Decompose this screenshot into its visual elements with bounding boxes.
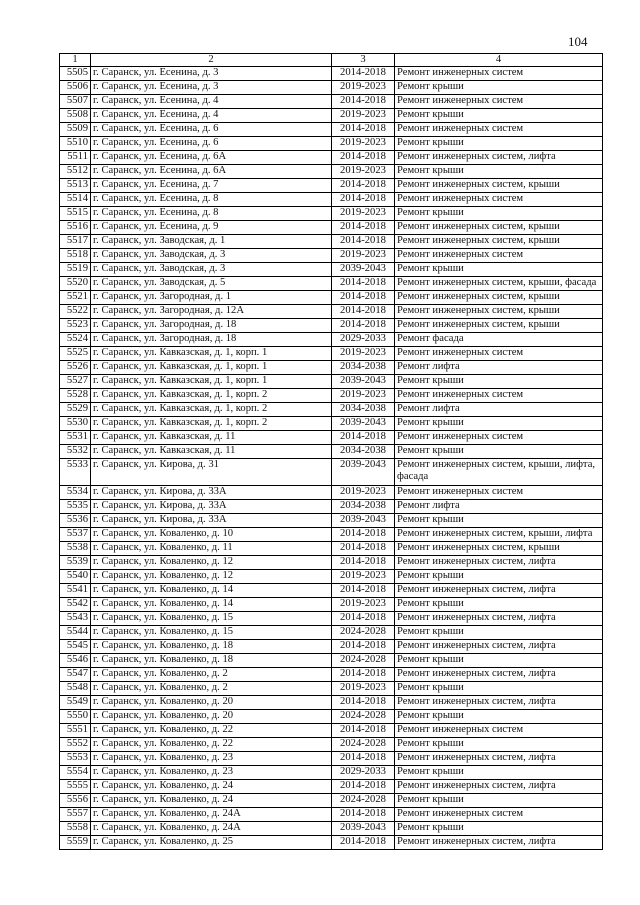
row-number: 5532	[60, 445, 91, 459]
row-number: 5537	[60, 528, 91, 542]
period-cell: 2014-2018	[332, 319, 395, 333]
column-header: 4	[395, 54, 603, 67]
address-cell: г. Саранск, ул. Коваленко, д. 22	[91, 724, 332, 738]
table-row	[60, 151, 603, 165]
row-number: 5524	[60, 333, 91, 347]
row-number: 5521	[60, 291, 91, 305]
row-number: 5513	[60, 179, 91, 193]
table-row	[60, 724, 603, 738]
period-cell: 2019-2023	[332, 570, 395, 584]
row-number: 5523	[60, 319, 91, 333]
period-cell: 2039-2043	[332, 375, 395, 389]
address-cell: г. Саранск, ул. Есенина, д. 6	[91, 123, 332, 137]
work-type-cell: Ремонт инженерных систем, крыши	[395, 179, 603, 193]
address-cell: г. Саранск, ул. Загородная, д. 1	[91, 291, 332, 305]
table-row	[60, 207, 603, 221]
period-cell: 2019-2023	[332, 137, 395, 151]
table-row	[60, 333, 603, 347]
work-type-cell: Ремонт инженерных систем	[395, 123, 603, 137]
period-cell: 2014-2018	[332, 151, 395, 165]
address-cell: г. Саранск, ул. Есенина, д. 9	[91, 221, 332, 235]
period-cell: 2014-2018	[332, 235, 395, 249]
work-type-cell: Ремонт инженерных систем	[395, 486, 603, 500]
address-cell: г. Саранск, ул. Коваленко, д. 20	[91, 710, 332, 724]
work-type-cell: Ремонт инженерных систем, крыши	[395, 221, 603, 235]
table-row	[60, 752, 603, 766]
row-number: 5509	[60, 123, 91, 137]
row-number: 5505	[60, 67, 91, 81]
table-row	[60, 347, 603, 361]
row-number: 5515	[60, 207, 91, 221]
table-row	[60, 794, 603, 808]
table-row	[60, 626, 603, 640]
work-type-cell: Ремонт лифта	[395, 500, 603, 514]
row-number: 5522	[60, 305, 91, 319]
table-row	[60, 682, 603, 696]
work-type-cell: Ремонт инженерных систем, крыши	[395, 305, 603, 319]
address-cell: г. Саранск, ул. Коваленко, д. 18	[91, 654, 332, 668]
row-number: 5519	[60, 263, 91, 277]
period-cell: 2024-2028	[332, 654, 395, 668]
period-cell: 2024-2028	[332, 794, 395, 808]
address-cell: г. Саранск, ул. Кирова, д. 33А	[91, 514, 332, 528]
address-cell: г. Саранск, ул. Есенина, д. 3	[91, 81, 332, 95]
column-header: 3	[332, 54, 395, 67]
period-cell: 2014-2018	[332, 836, 395, 850]
work-type-cell: Ремонт крыши	[395, 738, 603, 752]
table-row	[60, 459, 603, 486]
period-cell: 2039-2043	[332, 417, 395, 431]
address-cell: г. Саранск, ул. Кавказская, д. 1, корп. 1	[91, 347, 332, 361]
row-number: 5530	[60, 417, 91, 431]
row-number: 5547	[60, 668, 91, 682]
period-cell: 2014-2018	[332, 67, 395, 81]
address-cell: г. Саранск, ул. Кирова, д. 33А	[91, 500, 332, 514]
work-type-cell: Ремонт инженерных систем	[395, 431, 603, 445]
work-type-cell: Ремонт инженерных систем	[395, 808, 603, 822]
work-type-cell: Ремонт крыши	[395, 165, 603, 179]
table-row	[60, 836, 603, 850]
table-row	[60, 542, 603, 556]
period-cell: 2034-2038	[332, 403, 395, 417]
address-cell: г. Саранск, ул. Коваленко, д. 11	[91, 542, 332, 556]
address-cell: г. Саранск, ул. Есенина, д. 8	[91, 193, 332, 207]
period-cell: 2014-2018	[332, 542, 395, 556]
row-number: 5544	[60, 626, 91, 640]
address-cell: г. Саранск, ул. Коваленко, д. 10	[91, 528, 332, 542]
period-cell: 2019-2023	[332, 165, 395, 179]
work-type-cell: Ремонт крыши	[395, 207, 603, 221]
row-number: 5558	[60, 822, 91, 836]
address-cell: г. Саранск, ул. Коваленко, д. 23	[91, 766, 332, 780]
work-type-cell: Ремонт лифта	[395, 403, 603, 417]
work-type-cell: Ремонт инженерных систем, лифта	[395, 640, 603, 654]
address-cell: г. Саранск, ул. Кавказская, д. 11	[91, 445, 332, 459]
address-cell: г. Саранск, ул. Есенина, д. 4	[91, 109, 332, 123]
table-row	[60, 808, 603, 822]
address-cell: г. Саранск, ул. Кирова, д. 31	[91, 459, 332, 486]
row-number: 5538	[60, 542, 91, 556]
address-cell: г. Саранск, ул. Коваленко, д. 18	[91, 640, 332, 654]
table-row	[60, 640, 603, 654]
repair-schedule-table	[59, 53, 603, 850]
period-cell: 2014-2018	[332, 696, 395, 710]
row-number: 5534	[60, 486, 91, 500]
work-type-cell: Ремонт инженерных систем	[395, 249, 603, 263]
address-cell: г. Саранск, ул. Коваленко, д. 15	[91, 626, 332, 640]
address-cell: г. Саранск, ул. Есенина, д. 6А	[91, 165, 332, 179]
period-cell: 2014-2018	[332, 668, 395, 682]
address-cell: г. Саранск, ул. Коваленко, д. 23	[91, 752, 332, 766]
period-cell: 2039-2043	[332, 459, 395, 486]
row-number: 5548	[60, 682, 91, 696]
work-type-cell: Ремонт крыши	[395, 263, 603, 277]
row-number: 5506	[60, 81, 91, 95]
period-cell: 2014-2018	[332, 193, 395, 207]
table-row	[60, 81, 603, 95]
period-cell: 2014-2018	[332, 808, 395, 822]
table-row	[60, 445, 603, 459]
address-cell: г. Саранск, ул. Коваленко, д. 24А	[91, 822, 332, 836]
table-body	[60, 67, 603, 850]
work-type-cell: Ремонт инженерных систем, крыши	[395, 235, 603, 249]
row-number: 5518	[60, 249, 91, 263]
table-row	[60, 221, 603, 235]
period-cell: 2014-2018	[332, 221, 395, 235]
column-header: 1	[60, 54, 91, 67]
work-type-cell: Ремонт крыши	[395, 766, 603, 780]
table-row	[60, 556, 603, 570]
work-type-cell: Ремонт лифта	[395, 361, 603, 375]
table-row	[60, 654, 603, 668]
work-type-cell: Ремонт инженерных систем, крыши	[395, 319, 603, 333]
table-row	[60, 570, 603, 584]
row-number: 5533	[60, 459, 91, 486]
row-number: 5549	[60, 696, 91, 710]
address-cell: г. Саранск, ул. Коваленко, д. 2	[91, 668, 332, 682]
row-number: 5517	[60, 235, 91, 249]
table-row	[60, 305, 603, 319]
address-cell: г. Саранск, ул. Кавказская, д. 1, корп. 2	[91, 389, 332, 403]
address-cell: г. Саранск, ул. Заводская, д. 3	[91, 249, 332, 263]
row-number: 5545	[60, 640, 91, 654]
address-cell: г. Саранск, ул. Загородная, д. 18	[91, 319, 332, 333]
row-number: 5531	[60, 431, 91, 445]
table-row	[60, 235, 603, 249]
table-row	[60, 95, 603, 109]
address-cell: г. Саранск, ул. Коваленко, д. 14	[91, 584, 332, 598]
work-type-cell: Ремонт инженерных систем, лифта	[395, 696, 603, 710]
address-cell: г. Саранск, ул. Заводская, д. 5	[91, 277, 332, 291]
work-type-cell: Ремонт крыши	[395, 417, 603, 431]
period-cell: 2014-2018	[332, 291, 395, 305]
address-cell: г. Саранск, ул. Заводская, д. 1	[91, 235, 332, 249]
period-cell: 2039-2043	[332, 514, 395, 528]
row-number: 5554	[60, 766, 91, 780]
work-type-cell: Ремонт крыши	[395, 81, 603, 95]
work-type-cell: Ремонт крыши	[395, 794, 603, 808]
address-cell: г. Саранск, ул. Коваленко, д. 20	[91, 696, 332, 710]
period-cell: 2034-2038	[332, 445, 395, 459]
work-type-cell: Ремонт инженерных систем	[395, 347, 603, 361]
work-type-cell: Ремонт крыши	[395, 822, 603, 836]
period-cell: 2019-2023	[332, 389, 395, 403]
period-cell: 2039-2043	[332, 263, 395, 277]
row-number: 5553	[60, 752, 91, 766]
table-row	[60, 67, 603, 81]
work-type-cell: Ремонт крыши	[395, 514, 603, 528]
address-cell: г. Саранск, ул. Есенина, д. 8	[91, 207, 332, 221]
period-cell: 2014-2018	[332, 305, 395, 319]
period-cell: 2014-2018	[332, 277, 395, 291]
row-number: 5557	[60, 808, 91, 822]
work-type-cell: Ремонт крыши	[395, 710, 603, 724]
address-cell: г. Саранск, ул. Коваленко, д. 22	[91, 738, 332, 752]
table-row	[60, 500, 603, 514]
period-cell: 2014-2018	[332, 640, 395, 654]
row-number: 5512	[60, 165, 91, 179]
page-number: 104	[568, 34, 588, 49]
table-row	[60, 361, 603, 375]
period-cell: 2014-2018	[332, 123, 395, 137]
row-number: 5511	[60, 151, 91, 165]
row-number: 5543	[60, 612, 91, 626]
work-type-cell: Ремонт крыши	[395, 137, 603, 151]
table-row	[60, 375, 603, 389]
period-cell: 2019-2023	[332, 109, 395, 123]
address-cell: г. Саранск, ул. Есенина, д. 6А	[91, 151, 332, 165]
row-number: 5556	[60, 794, 91, 808]
table-row	[60, 137, 603, 151]
row-number: 5508	[60, 109, 91, 123]
work-type-cell: Ремонт инженерных систем, лифта	[395, 836, 603, 850]
work-type-cell: Ремонт инженерных систем, лифта	[395, 668, 603, 682]
row-number: 5516	[60, 221, 91, 235]
work-type-cell: Ремонт крыши	[395, 445, 603, 459]
table-row	[60, 738, 603, 752]
period-cell: 2034-2038	[332, 361, 395, 375]
work-type-cell: Ремонт инженерных систем, лифта	[395, 556, 603, 570]
address-cell: г. Саранск, ул. Кавказская, д. 1, корп. 1	[91, 375, 332, 389]
period-cell: 2019-2023	[332, 682, 395, 696]
table-row	[60, 263, 603, 277]
table-row	[60, 822, 603, 836]
table-row	[60, 528, 603, 542]
address-cell: г. Саранск, ул. Есенина, д. 4	[91, 95, 332, 109]
row-number: 5559	[60, 836, 91, 850]
period-cell: 2029-2033	[332, 333, 395, 347]
period-cell: 2014-2018	[332, 556, 395, 570]
row-number: 5540	[60, 570, 91, 584]
period-cell: 2024-2028	[332, 738, 395, 752]
work-type-cell: Ремонт крыши	[395, 626, 603, 640]
work-type-cell: Ремонт инженерных систем, лифта	[395, 584, 603, 598]
table-row	[60, 249, 603, 263]
period-cell: 2019-2023	[332, 207, 395, 221]
period-cell: 2014-2018	[332, 612, 395, 626]
table-row	[60, 514, 603, 528]
table-row	[60, 598, 603, 612]
row-number: 5525	[60, 347, 91, 361]
row-number: 5526	[60, 361, 91, 375]
work-type-cell: Ремонт крыши	[395, 654, 603, 668]
row-number: 5546	[60, 654, 91, 668]
period-cell: 2024-2028	[332, 626, 395, 640]
row-number: 5552	[60, 738, 91, 752]
period-cell: 2024-2028	[332, 710, 395, 724]
table-row	[60, 417, 603, 431]
address-cell: г. Саранск, ул. Коваленко, д. 25	[91, 836, 332, 850]
work-type-cell: Ремонт инженерных систем, крыши, фасада	[395, 277, 603, 291]
address-cell: г. Саранск, ул. Есенина, д. 6	[91, 137, 332, 151]
table-row	[60, 193, 603, 207]
period-cell: 2029-2033	[332, 766, 395, 780]
work-type-cell: Ремонт крыши	[395, 570, 603, 584]
table-row	[60, 277, 603, 291]
work-type-cell: Ремонт крыши	[395, 682, 603, 696]
period-cell: 2019-2023	[332, 486, 395, 500]
work-type-cell: Ремонт инженерных систем	[395, 67, 603, 81]
work-type-cell: Ремонт инженерных систем	[395, 95, 603, 109]
period-cell: 2014-2018	[332, 179, 395, 193]
work-type-cell: Ремонт фасада	[395, 333, 603, 347]
address-cell: г. Саранск, ул. Заводская, д. 3	[91, 263, 332, 277]
address-cell: г. Саранск, ул. Загородная, д. 12А	[91, 305, 332, 319]
work-type-cell: Ремонт инженерных систем, лифта	[395, 612, 603, 626]
work-type-cell: Ремонт инженерных систем	[395, 389, 603, 403]
period-cell: 2019-2023	[332, 598, 395, 612]
table-row	[60, 668, 603, 682]
row-number: 5539	[60, 556, 91, 570]
period-cell: 2014-2018	[332, 780, 395, 794]
table-row	[60, 319, 603, 333]
period-cell: 2014-2018	[332, 95, 395, 109]
period-cell: 2014-2018	[332, 431, 395, 445]
address-cell: г. Саранск, ул. Кавказская, д. 1, корп. 2	[91, 417, 332, 431]
row-number: 5541	[60, 584, 91, 598]
row-number: 5520	[60, 277, 91, 291]
table-row	[60, 612, 603, 626]
row-number: 5536	[60, 514, 91, 528]
period-cell: 2014-2018	[332, 584, 395, 598]
row-number: 5551	[60, 724, 91, 738]
address-cell: г. Саранск, ул. Кавказская, д. 11	[91, 431, 332, 445]
period-cell: 2014-2018	[332, 724, 395, 738]
row-number: 5542	[60, 598, 91, 612]
address-cell: г. Саранск, ул. Есенина, д. 3	[91, 67, 332, 81]
work-type-cell: Ремонт инженерных систем	[395, 724, 603, 738]
table-row	[60, 766, 603, 780]
table-row	[60, 710, 603, 724]
row-number: 5550	[60, 710, 91, 724]
row-number: 5507	[60, 95, 91, 109]
work-type-cell: Ремонт инженерных систем, лифта	[395, 752, 603, 766]
period-cell: 2014-2018	[332, 752, 395, 766]
address-cell: г. Саранск, ул. Коваленко, д. 24	[91, 780, 332, 794]
period-cell: 2019-2023	[332, 347, 395, 361]
address-cell: г. Саранск, ул. Коваленко, д. 12	[91, 570, 332, 584]
work-type-cell: Ремонт инженерных систем, лифта	[395, 780, 603, 794]
address-cell: г. Саранск, ул. Коваленко, д. 24	[91, 794, 332, 808]
table-header-row	[60, 54, 603, 67]
address-cell: г. Саранск, ул. Коваленко, д. 14	[91, 598, 332, 612]
row-number: 5535	[60, 500, 91, 514]
table-row	[60, 486, 603, 500]
work-type-cell: Ремонт инженерных систем, крыши	[395, 291, 603, 305]
period-cell: 2019-2023	[332, 249, 395, 263]
work-type-cell: Ремонт инженерных систем, крыши, лифта, фасада	[395, 459, 603, 486]
table-row	[60, 780, 603, 794]
address-cell: г. Саранск, ул. Коваленко, д. 2	[91, 682, 332, 696]
period-cell: 2019-2023	[332, 81, 395, 95]
work-type-cell: Ремонт инженерных систем, лифта	[395, 151, 603, 165]
work-type-cell: Ремонт инженерных систем, крыши, лифта	[395, 528, 603, 542]
table-row	[60, 291, 603, 305]
address-cell: г. Саранск, ул. Кавказская, д. 1, корп. 1	[91, 361, 332, 375]
table-row	[60, 179, 603, 193]
column-header: 2	[91, 54, 332, 67]
table-row	[60, 403, 603, 417]
address-cell: г. Саранск, ул. Кирова, д. 33А	[91, 486, 332, 500]
address-cell: г. Саранск, ул. Кавказская, д. 1, корп. 2	[91, 403, 332, 417]
address-cell: г. Саранск, ул. Есенина, д. 7	[91, 179, 332, 193]
work-type-cell: Ремонт крыши	[395, 598, 603, 612]
table-row	[60, 165, 603, 179]
address-cell: г. Саранск, ул. Коваленко, д. 12	[91, 556, 332, 570]
address-cell: г. Саранск, ул. Коваленко, д. 24А	[91, 808, 332, 822]
period-cell: 2034-2038	[332, 500, 395, 514]
row-number: 5527	[60, 375, 91, 389]
work-type-cell: Ремонт инженерных систем, крыши	[395, 542, 603, 556]
row-number: 5514	[60, 193, 91, 207]
table-row	[60, 584, 603, 598]
row-number: 5555	[60, 780, 91, 794]
row-number: 5510	[60, 137, 91, 151]
table-row	[60, 123, 603, 137]
work-type-cell: Ремонт крыши	[395, 375, 603, 389]
table-row	[60, 109, 603, 123]
address-cell: г. Саранск, ул. Коваленко, д. 15	[91, 612, 332, 626]
work-type-cell: Ремонт крыши	[395, 109, 603, 123]
table-row	[60, 696, 603, 710]
period-cell: 2014-2018	[332, 528, 395, 542]
period-cell: 2039-2043	[332, 822, 395, 836]
work-type-cell: Ремонт инженерных систем	[395, 193, 603, 207]
row-number: 5529	[60, 403, 91, 417]
table-row	[60, 389, 603, 403]
address-cell: г. Саранск, ул. Загородная, д. 18	[91, 333, 332, 347]
table-row	[60, 431, 603, 445]
row-number: 5528	[60, 389, 91, 403]
